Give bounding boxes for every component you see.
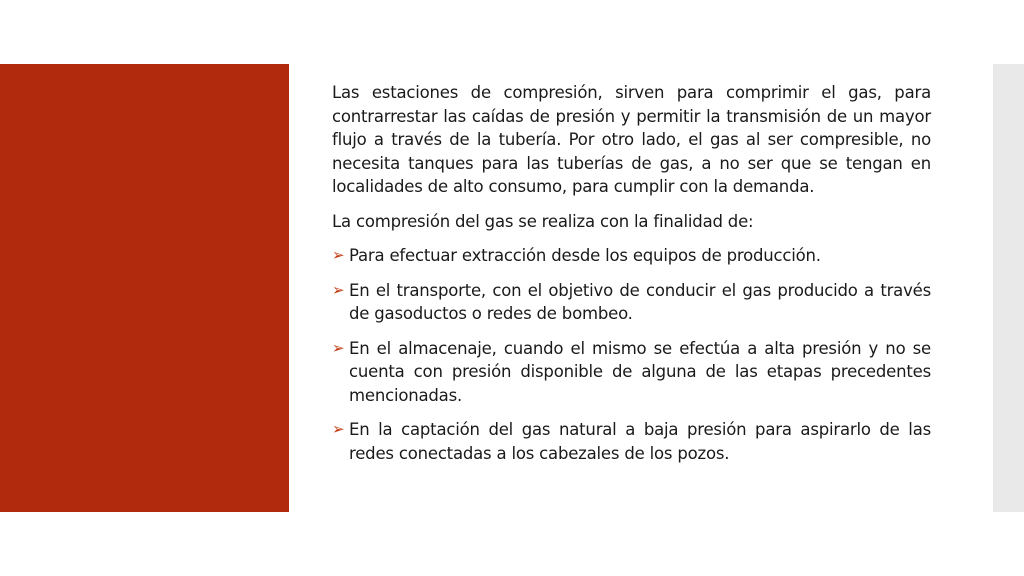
bullet-item (332, 418, 931, 465)
intro-paragraph: Las estaciones de compresión, sirven para comprimir el gas, para contrarrestar las caídas de presión y permitir la transmisión de un mayor flujo a través de la tubería. Por otro lado, el gas al ser compresible, no necesita tanques para las tuberías de gas, a no ser que se tengan en localidades de alto consumo, para cumplir con la demanda. (332, 83, 931, 196)
arrow-right-icon: ➢ (332, 420, 345, 438)
accent-panel (0, 64, 289, 512)
lead-paragraph: La compresión del gas se realiza con la finalidad de: (332, 211, 754, 231)
bullet-text: En el transporte, con el objetivo de conducir el gas producido a través de gasoductos o redes de bombeo. (349, 280, 931, 323)
bullet-text: En el almacenaje, cuando el mismo se efectúa a alta presión y no se cuenta con presión disponible de alguna de las etapas precedentes mencionadas. (349, 338, 931, 405)
arrow-right-icon: ➢ (332, 246, 345, 264)
bullet-item (332, 337, 931, 408)
arrow-right-icon: ➢ (332, 338, 345, 357)
text-body (332, 81, 931, 476)
bullet-item (332, 279, 931, 326)
side-bar (993, 64, 1024, 512)
arrow-right-icon: ➢ (332, 280, 345, 299)
bullet-text: En la captación del gas natural a baja presión para aspirarlo de las redes conectadas a los cabezales de los pozos. (349, 420, 931, 463)
bullet-item (332, 244, 931, 268)
bullet-text: Para efectuar extracción desde los equipos de producción. (349, 246, 821, 265)
